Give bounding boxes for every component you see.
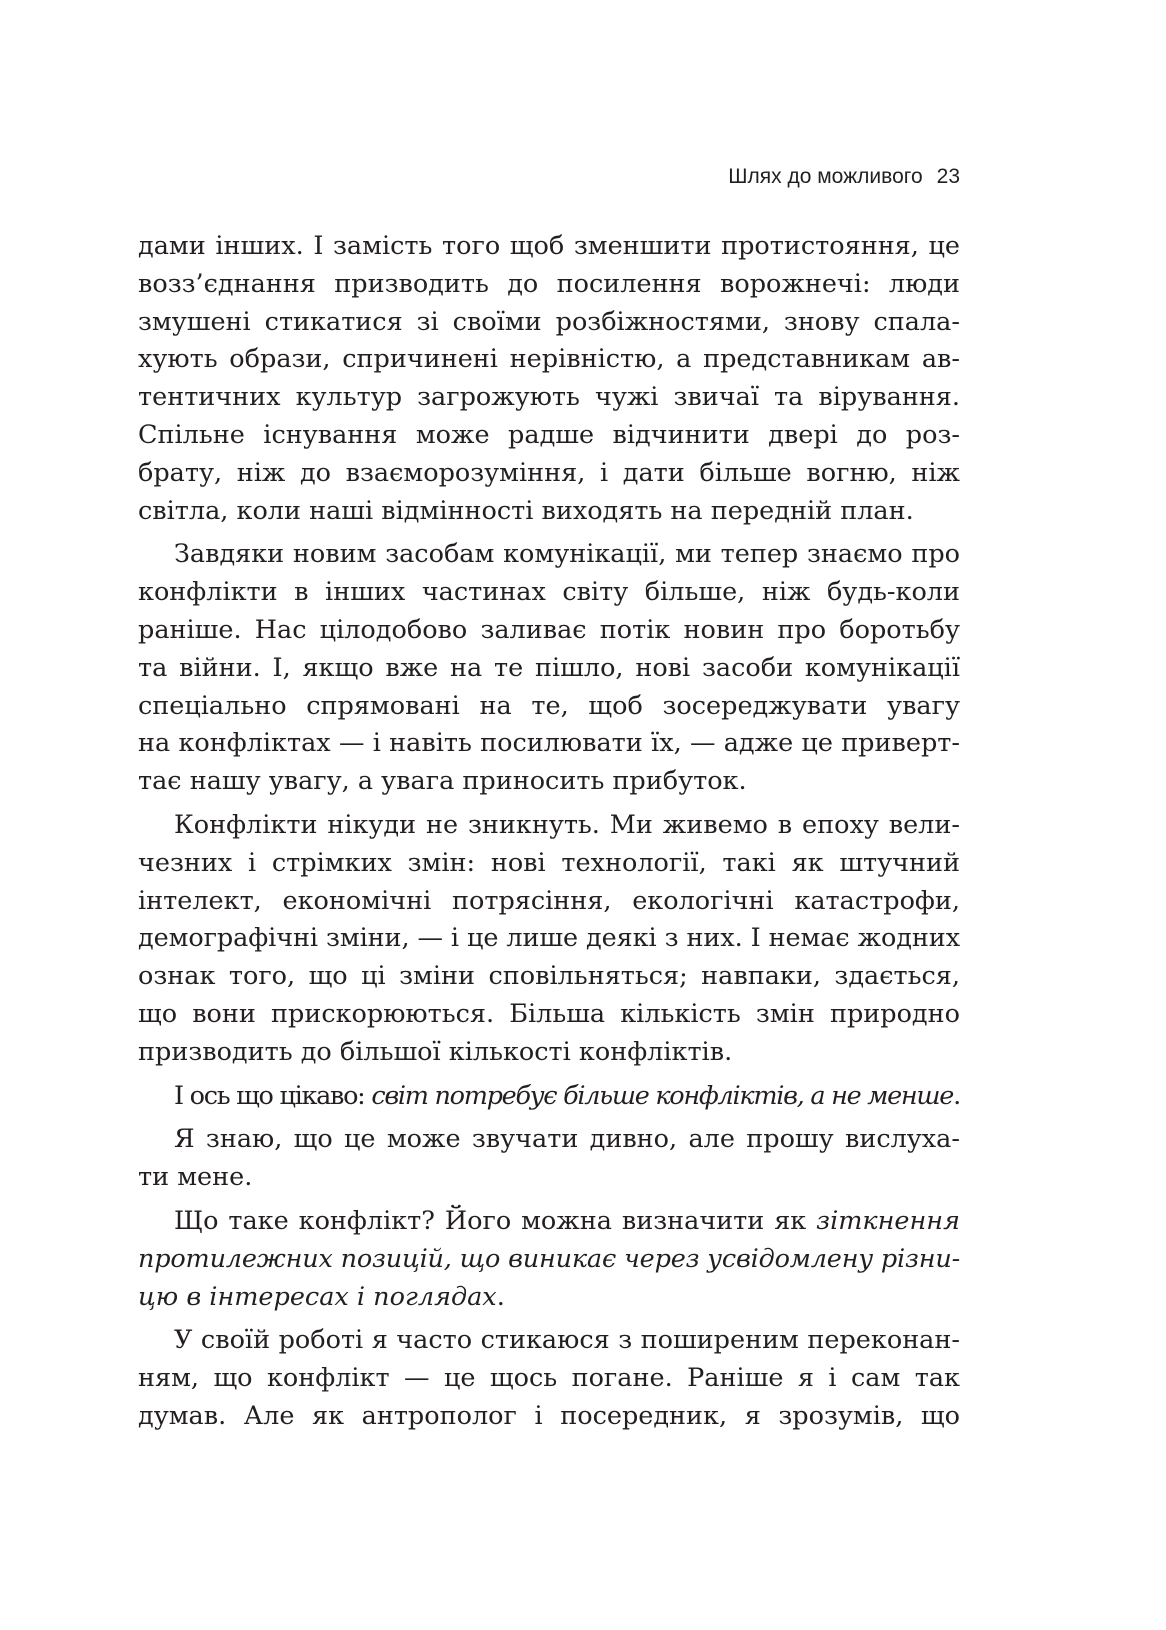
text-line: змушені стикатися зі своїми розбіжностями, знову спала- [138, 306, 960, 337]
text-line: що вони прискорюються. Більша кількість змін природно [138, 998, 960, 1029]
text-line: тає нашу увагу, а увага приносить прибуток. [138, 766, 747, 797]
page-number: 23 [936, 165, 960, 188]
text-line: конфлікти в інших частинах світу більше, ніж будь-коли [138, 577, 960, 608]
running-title: Шлях до можливого [728, 165, 923, 188]
text-run: І ось що цікаво: [174, 1080, 372, 1111]
text-line: хують образи, спричинені нерівністю, а представникам ав- [138, 344, 960, 375]
text-line: раніше. Нас цілодобово заливає потік новин про боротьбу [138, 614, 960, 645]
emphasis-text: протилежних позицій, що виникає через усвідомлену різни- [138, 1243, 961, 1274]
text-line: Я знаю, що це може звучати дивно, але прошу вислуха- [174, 1124, 960, 1155]
text-line: Завдяки новим засобам комунікації, ми тепер знаємо про [174, 539, 960, 570]
paragraph-5 [138, 1121, 960, 1197]
emphasis-text: цю в інтересах і поглядах [138, 1281, 497, 1312]
text-line: брату, ніж до взаєморозуміння, і дати більше вогню, ніж [138, 457, 960, 488]
text-line: спеціально спрямовані на те, щоб зосереджувати увагу [138, 690, 960, 721]
text-line: світла, коли наші відмінності виходять на передній план. [138, 495, 914, 526]
text-line: дами інших. І замість того щоб зменшити протистояння, це [138, 231, 960, 261]
text-line: на конфліктах — і навіть посилювати їх, — адже це приверт- [138, 728, 960, 759]
text-line: думав. Але як антрополог і посередник, я зрозумів, що [138, 1400, 960, 1431]
paragraph-3 [138, 807, 960, 1072]
text-run: . [496, 1281, 505, 1312]
text-line: чезних і стрімких змін: нові технології, такі як штучний [138, 847, 960, 878]
text-line [138, 1203, 960, 1241]
text-line [138, 1241, 960, 1279]
paragraph-6 [138, 1203, 960, 1316]
paragraph-1 [138, 228, 960, 530]
text-line: ням, що конфлікт — це щось погане. Раніше я і сам так [138, 1363, 960, 1394]
text-line [138, 1078, 960, 1116]
text-line: У своїй роботі я часто стикаюся з поширеним переконан- [174, 1325, 960, 1356]
paragraph-7 [138, 1322, 960, 1435]
text-line: ти мене. [138, 1162, 253, 1193]
text-line: демографічні зміни, — і це лише деякі з них. І немає жодних [138, 923, 960, 954]
text-line: інтелект, економічні потрясіння, екологічні катастрофи, [138, 885, 960, 916]
text-line: Конфлікти нікуди не зникнуть. Ми живемо в епоху вели- [174, 809, 960, 840]
text-line: ознак того, що ці зміни сповільняться; навпаки, здається, [138, 961, 960, 992]
text-run: Що таке конфлікт? Його можна визначити як [174, 1205, 817, 1236]
text-line [138, 1279, 960, 1317]
paragraph-4 [138, 1078, 960, 1116]
text-line: та війни. І, якщо вже на те пішло, нові засоби комунікації [138, 652, 960, 683]
emphasis-text: зіткнення [816, 1205, 960, 1236]
text-line: Спільне існування може радше відчинити двері до роз- [138, 419, 960, 450]
text-run: . [953, 1080, 960, 1111]
text-line: тентичних культур загрожують чужі звичаї та вірування. [138, 382, 960, 413]
text-line: призводить до більшої кількості конфліктів. [138, 1036, 733, 1067]
running-head [728, 162, 960, 192]
text-line: возз’єднання призводить до посилення ворожнечі: люди [138, 268, 960, 299]
emphasis-text: світ потребує більше конфліктів, а не менше [371, 1080, 954, 1111]
body-text [138, 228, 960, 1436]
paragraph-2 [138, 536, 960, 801]
